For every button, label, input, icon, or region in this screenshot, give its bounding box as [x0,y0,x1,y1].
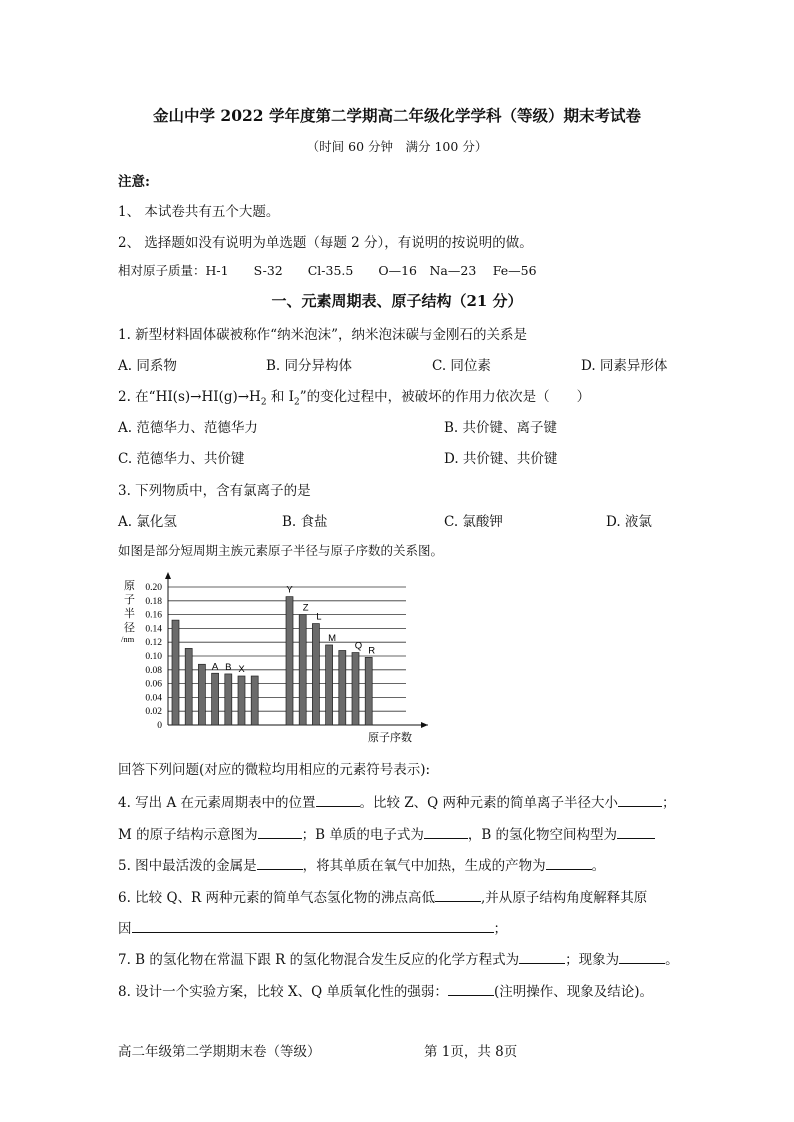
q6-text: 因 [118,921,132,937]
y-tick-label: 0.06 [145,679,162,690]
figure-caption: 如图是部分短周期主族元素原子半径与原子序数的关系图。 [118,543,444,558]
q2-stem-part: 和 I [266,389,294,405]
bar [198,664,205,725]
answer-blank[interactable] [618,794,662,807]
y-tick-label: 0.16 [145,610,162,621]
y-axis-label-char: 原 [124,580,135,592]
bar [212,673,219,725]
y-axis-label-char: 径 [124,622,135,634]
answer-blank[interactable] [132,920,494,933]
q2-stem-part: ”的变化过程中，被破坏的作用力依次是（ ） [299,389,591,405]
page-number: 第 1页，共 8页 [424,1044,518,1060]
y-axis-label-char: 半 [124,608,135,620]
x-axis-arrow [421,722,428,728]
answer-blank[interactable] [617,826,655,839]
answer-blank[interactable] [519,951,565,964]
q5-text: 5. 图中最活泼的金属是 [118,858,257,874]
q1-option-d: D. 同素异形体 [581,358,668,374]
q3-stem: 3. 下列物质中，含有氯离子的是 [118,483,311,499]
q6-text: 6. 比较 Q、R 两种元素的简单气态氢化物的沸点高低 [118,890,435,906]
q7-text: ；现象为 [565,952,620,968]
q2-option-c: C. 范德华力、共价键 [118,451,245,467]
q5-text: 。 [591,858,606,874]
answer-blank[interactable] [316,794,360,807]
q4-text: 4. 写出 A 在元素周期表中的位置 [118,795,316,811]
answer-blank[interactable] [448,983,494,996]
bar-label: Q [354,640,363,652]
q8-line [118,980,653,1000]
note-item-2: 2、 选择题如没有说明为单选题（每题 2 分），有说明的按说明的做。 [118,235,533,251]
answer-blank[interactable] [258,826,302,839]
y-axis-label-char: /nm [121,634,135,644]
y-tick-label: 0.02 [145,707,162,718]
q1-stem: 1. 新型材料固体碳被称作“纳米泡沫”，纳米泡沫碳与金刚石的关系是 [118,327,527,343]
y-axis-arrow [165,572,171,579]
bar-label: Z [302,602,309,614]
bar [312,624,319,725]
q4-text: ；B 单质的电子式为 [301,827,424,843]
bar [172,620,179,725]
q2-option-a: A. 范德华力、范德华力 [118,420,258,436]
q5-line [118,854,605,874]
bar [365,657,372,725]
footer-title: 高二年级第二学期期末卷（等级） [118,1044,321,1060]
note-item-1: 1、 本试卷共有五个大题。 [118,204,280,220]
q3-option-b: B. 食盐 [282,514,328,530]
q3-option-d: D. 液氯 [606,514,652,530]
page-title: 金山中学 2022 学年度第二学期高二年级化学学科（等级）期末考试卷 [153,106,641,125]
bar-label: Y [286,584,293,596]
q2-option-d: D. 共价键、共价键 [444,451,558,467]
q4-text: 。比较 Z、Q 两种元素的简单离子半径大小 [359,795,619,811]
q2-stem-part: 2. 在“HI(s)→HI(g)→H [118,389,261,405]
q3-option-c: C. 氯酸钾 [444,514,503,530]
q7-line [118,948,679,968]
q7-text: 7. B 的氢化物在常温下跟 R 的氢化物混合发生反应的化学方程式为 [118,952,520,968]
q2-sub-1: 2 [260,397,267,408]
q6-line-1 [118,886,647,906]
q2-option-b: B. 共价键、离子键 [444,420,558,436]
answer-blank[interactable] [424,826,468,839]
q1-option-b: B. 同分异构体 [266,358,353,374]
q4-text: ； [662,795,676,811]
bar [339,650,346,725]
answer-blank[interactable] [257,857,303,870]
bar [185,648,192,725]
bar-label: M [328,632,337,644]
q8-text: (注明操作、现象及结论)。 [493,984,653,1000]
y-axis-label-char: 子 [124,594,135,606]
atomic-mass-line: 相对原子质量：H-1 S-32 Cl-35.5 O—16 Na—23 Fe—56 [118,263,537,278]
q6-text: ； [493,921,507,937]
y-tick-label: 0.14 [145,624,162,635]
bar-label: R [368,645,376,657]
q5-text: ，将其单质在氧气中加热，生成的产物为 [302,858,546,874]
bar [326,645,333,725]
section-1-heading: 一、元素周期表、原子结构（21 分） [271,292,523,310]
atomic-radius-chart [118,570,438,750]
y-tick-label: 0.12 [145,638,162,649]
answer-blank[interactable] [546,857,592,870]
y-tick-label: 0.18 [145,596,162,607]
answer-blank[interactable] [435,889,481,902]
q4-text: ，B 的氢化物空间构型为 [467,827,618,843]
bar [225,674,232,725]
y-tick-label: 0 [157,721,162,731]
q2-stem [118,385,590,408]
q1-option-c: C. 同位素 [432,358,491,374]
bar-label: X [238,664,245,676]
answer-blank[interactable] [619,951,665,964]
q6-line-2 [118,917,507,937]
notes-heading: 注意: [118,174,150,190]
q7-text: 。 [665,952,679,968]
q8-text: 8. 设计一个实验方案，比较 X、Q 单质氧化性的强弱： [118,984,448,1000]
q4-line-1 [118,791,676,811]
answer-note: 回答下列问题(对应的微粒均用相应的元素符号表示): [118,762,431,778]
y-tick-label: 0.08 [145,665,162,676]
bar [286,597,293,725]
bar [352,653,359,725]
exam-subtitle: （时间 60 分钟 满分 100 分） [306,139,488,154]
bar-label: B [225,661,232,673]
bar-label: A [211,661,219,673]
x-axis-label: 原子序数 [368,732,412,744]
q6-text: ,并从原子结构角度解释其原 [481,890,648,906]
y-tick-label: 0.10 [145,652,162,662]
y-tick-label: 0.20 [145,583,162,593]
bar [299,615,306,725]
y-tick-label: 0.04 [145,693,162,704]
bar-label: L [316,611,322,623]
bar [238,676,245,725]
bar [251,676,258,725]
q3-option-a: A. 氯化氢 [118,514,177,530]
q1-option-a: A. 同系物 [118,358,177,374]
q2-sub-2: 2 [293,397,300,408]
q4-text: M 的原子结构示意图为 [118,827,258,843]
q4-line-2 [118,823,655,843]
